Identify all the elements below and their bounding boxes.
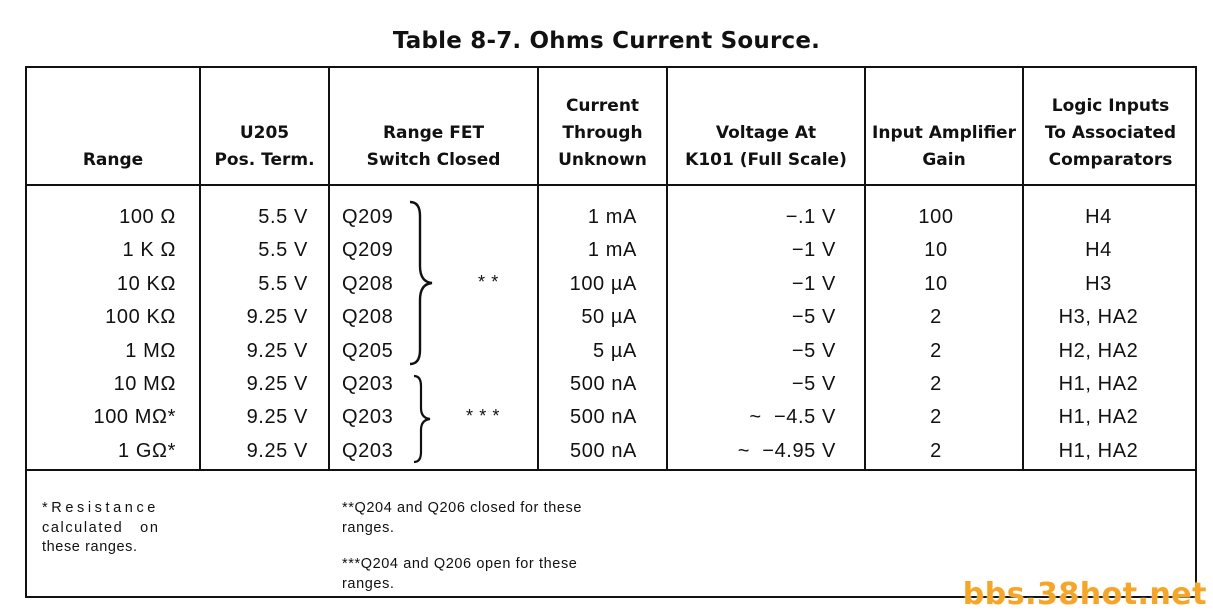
cell-logic: H4 [1085,206,1112,228]
cell-range: 100 KΩ [105,306,176,329]
cell-fet: Q209 [342,206,394,228]
cell-voltage: −1 V [791,239,836,262]
cell-logic: H3, HA2 [1058,306,1139,329]
cell-u205: 9.25 V [246,373,308,395]
cell-logic: H1, HA2 [1058,439,1139,462]
cell-range: 100 MΩ* [93,406,176,429]
header-u205: U205 Pos. Term. [214,123,315,170]
cell-range: 10 MΩ [113,373,176,395]
brace-mark-triple: * * * [466,406,501,426]
cell-fet: Q208 [342,306,394,329]
cell-u205: 9.25 V [246,339,308,362]
cell-logic: H3 [1085,272,1112,295]
cell-gain: 2 [930,306,942,329]
cell-logic: H1, HA2 [1058,406,1139,429]
cell-u205: 5.5 V [258,239,308,262]
note-resistance: *Resistance calculated on these ranges. [42,500,160,555]
cell-fet: Q203 [342,406,394,429]
cell-gain: 100 [918,206,954,228]
cell-gain: 10 [924,272,948,295]
brace-group-1 [408,200,438,366]
cell-u205: 5.5 V [258,272,308,295]
cell-u205: 5.5 V [258,206,308,228]
cell-current: 500 nA [570,439,637,462]
cell-fet: Q203 [342,439,394,462]
cell-voltage: −1 V [791,272,836,295]
cell-fet: Q209 [342,239,394,262]
cell-range: 1 MΩ [125,339,176,362]
cell-gain: 2 [930,406,942,429]
cell-voltage: ~ −4.95 V [737,439,836,462]
cell-range: 1 GΩ* [118,439,176,462]
cell-voltage: ~ −4.5 V [749,406,836,429]
cell-current: 100 µA [569,272,637,295]
header-range-fet: Range FET Switch Closed [366,123,501,170]
cell-fet: Q205 [342,339,394,362]
header-range: Range [82,150,144,170]
cell-gain: 10 [924,239,948,262]
cell-fet: Q208 [342,272,394,295]
cell-range: 10 KΩ [116,272,176,295]
cell-current: 500 nA [570,406,637,429]
header-gain: Input Amplifier Gain [872,123,1016,170]
cell-u205: 9.25 V [246,306,308,329]
cell-u205: 9.25 V [246,406,308,429]
note-double-star: **Q204 and Q206 closed for these ranges. [342,500,583,536]
header-current: Current Through Unknown [558,96,647,170]
cell-logic: H2, HA2 [1058,339,1139,362]
cell-voltage: −5 V [791,373,836,395]
cell-logic: H4 [1085,239,1112,262]
cell-range: 1 K Ω [122,239,176,262]
cell-current: 1 mA [587,239,637,262]
cell-voltage: −5 V [791,306,836,329]
cell-gain: 2 [930,439,942,462]
cell-current: 5 µA [593,339,637,362]
cell-gain: 2 [930,373,942,395]
brace-mark-double: * * [478,272,499,292]
cell-voltage: −.1 V [785,206,836,228]
watermark: bbs.38hot.net [962,577,1207,612]
brace-group-2 [412,374,436,464]
cell-current: 1 mA [587,206,637,228]
header-logic: Logic Inputs To Associated Comparators [1044,96,1177,170]
header-voltage: Voltage At K101 (Full Scale) [685,123,847,170]
table-title: Table 8-7. Ohms Current Source. [392,28,821,54]
cell-range: 100 Ω [119,206,176,228]
cell-voltage: −5 V [791,339,836,362]
cell-current: 50 µA [581,306,637,329]
note-triple-star: ***Q204 and Q206 open for these ranges. [342,556,578,592]
cell-u205: 9.25 V [246,439,308,462]
cell-logic: H1, HA2 [1058,373,1139,395]
cell-current: 500 nA [570,373,637,395]
cell-gain: 2 [930,339,942,362]
cell-fet: Q203 [342,373,394,395]
